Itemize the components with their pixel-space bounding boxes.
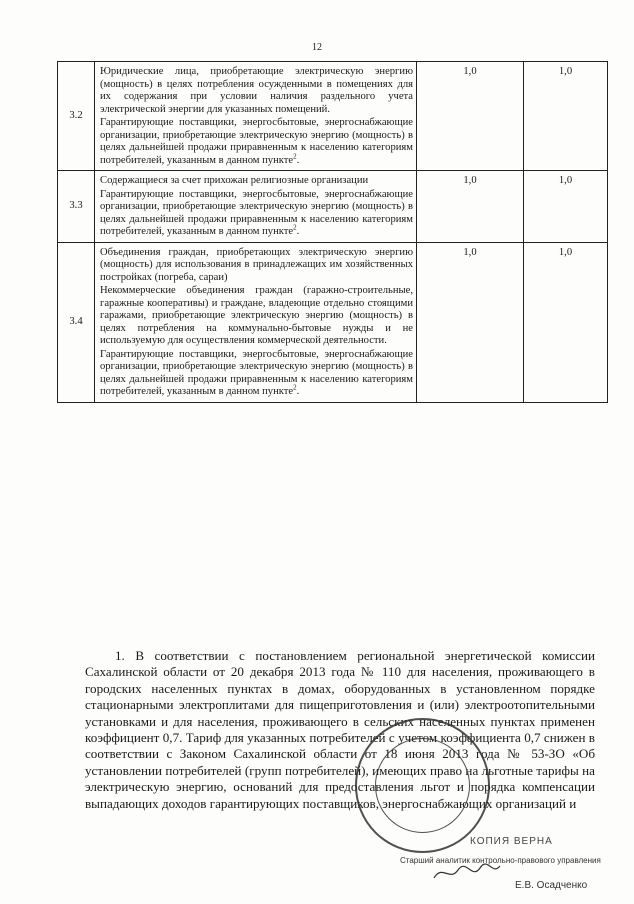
signature xyxy=(432,862,502,884)
row-paragraph: Объединения граждан, приобретающих электрическую энергию (мощность) для использования в принадлежащих им хозяйственных постройках (погреба, сараи) xyxy=(100,246,413,283)
coefficient-value: 1,0 xyxy=(524,62,608,171)
row-paragraph: Некоммерческие объединения граждан (гаражно-строительные, гаражные кооперативы) и граждане, владеющие отдельно стоящими гаражами, приобретающие электрическую энергию (мощность) в целях потребления на коммунально-бытовые нужды и не используемую для осуществления коммерческой деятельности. xyxy=(100,285,413,346)
row-description xyxy=(95,171,417,243)
footnote-paragraph: 1. В соответствии с постановлением региональной энергетической комиссии Сахалинской области от 20 декабря 2013 года № 110 для населения, проживающего в городских населенных пунктах в домах, оборудованных в установленном порядке стационарными электроплитами для пищеприготовления и (или) электроотопительными установками и для населения, проживающего в сельских населенных пунктах применен коэффициент 0,7. Тариф для указанных потребителей с учетом коэффициента 0,7 снижен в соответствии с Законом Сахалинской области от 18 июня 2013 года № 53-ЗО «Об установлении потребителей (групп потребителей), имеющих право на льготные тарифы на электрическую энергию, оснований для предоставления льгот и порядка компенсации выпадающих доходов гарантирующих поставщиков, энергоснабжающих организаций и xyxy=(85,648,595,811)
table-row xyxy=(58,62,608,171)
row-paragraph: Юридические лица, приобретающие электрическую энергию (мощность) в целях потребления осужденными в помещениях для их содержания при условии наличия раздельного учета электрической энергии для указанных помещений. xyxy=(100,66,413,115)
coefficient-value: 1,0 xyxy=(417,171,524,243)
table-row xyxy=(58,171,608,243)
row-number: 3.4 xyxy=(58,242,95,402)
coefficient-value: 1,0 xyxy=(524,242,608,402)
signer-name: Е.В. Осадченко xyxy=(515,880,588,891)
row-paragraph: Гарантирующие поставщики, энергосбытовые, энергоснабжающие организации, приобретающие электрическую энергию (мощность) в целях дальнейшей продажи приравненным к населению категориям потребителей, указанным в данном пункте$^2$. xyxy=(100,348,413,397)
page-number: 12 xyxy=(312,42,322,53)
row-paragraph: Гарантирующие поставщики, энергосбытовые, энергоснабжающие организации, приобретающие электрическую энергию (мощность) в целях дальнейшей продажи приравненным к населению категориям потребителей, указанным в данном пункте$^2$. xyxy=(100,117,413,166)
coefficient-value: 1,0 xyxy=(524,171,608,243)
coefficient-value: 1,0 xyxy=(417,62,524,171)
seal-inner-ring xyxy=(375,738,470,833)
row-paragraph: Содержащиеся за счет прихожан религиозные организации xyxy=(100,175,369,186)
seal-stamp xyxy=(355,718,490,853)
copy-stamp-role: Старший аналитик контрольно-правового управления xyxy=(400,856,601,865)
copy-stamp-title: КОПИЯ ВЕРНА xyxy=(470,836,553,847)
row-number: 3.2 xyxy=(58,62,95,171)
row-number: 3.3 xyxy=(58,171,95,243)
coefficient-value: 1,0 xyxy=(417,242,524,402)
table-row xyxy=(58,242,608,402)
tariff-table xyxy=(57,61,608,403)
row-description xyxy=(95,242,417,402)
row-paragraph: Гарантирующие поставщики, энергосбытовые, энергоснабжающие организации, приобретающие электрическую энергию (мощность) в целях дальнейшей продажи приравненным к населению категориям потребителей, указанным в данном пункте$^2$. xyxy=(100,188,413,237)
row-description xyxy=(95,62,417,171)
